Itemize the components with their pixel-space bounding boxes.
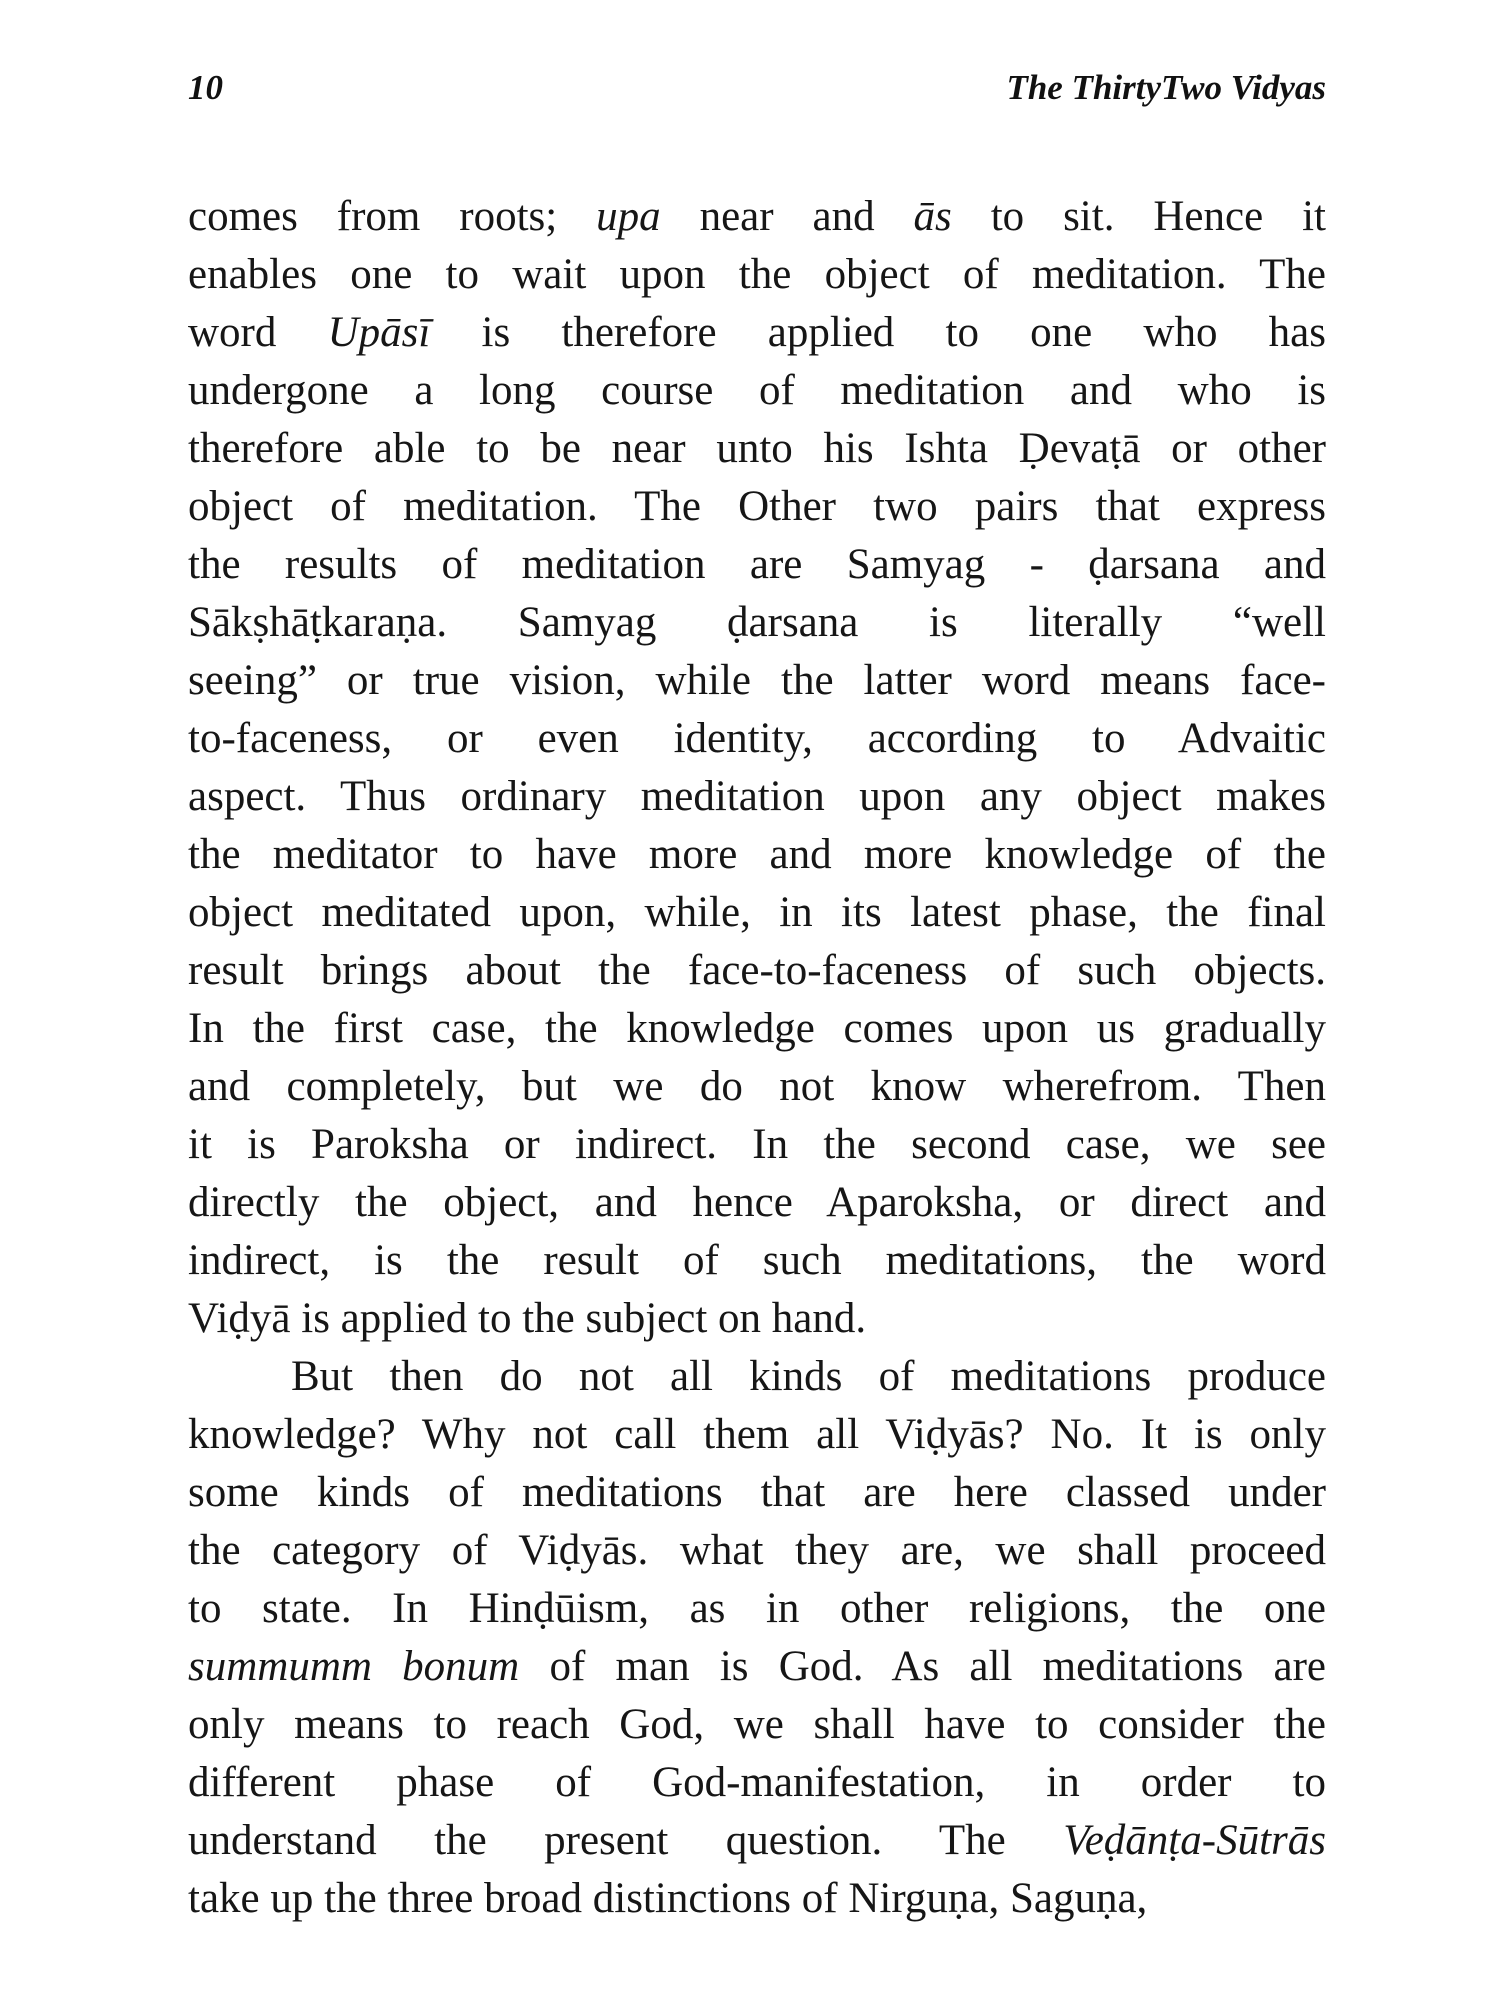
text-run: undergone a long course of meditation and who is <box>188 367 1326 414</box>
text-line <box>188 1348 1326 1406</box>
text-run: some kinds of meditations that are here classed under <box>188 1469 1326 1516</box>
text-line <box>188 478 1326 536</box>
text-run: But then do not all kinds of meditations produce <box>291 1353 1326 1400</box>
paragraph-2 <box>188 1348 1326 1928</box>
paragraph-1 <box>188 188 1326 1348</box>
text-run: understand the present question. The <box>188 1817 1064 1864</box>
text-run: Viḍyā is applied to the subject on hand. <box>188 1295 867 1342</box>
page-number: 10 <box>188 68 223 107</box>
text-line <box>188 1406 1326 1464</box>
text-run: to sit. Hence it <box>951 193 1326 240</box>
text-run: the results of meditation are Samyag - ḍarsana and <box>188 541 1326 588</box>
text-run: the category of Viḍyās. what they are, we shall proceed <box>188 1527 1326 1574</box>
text-line <box>188 362 1326 420</box>
text-run: is therefore applied to one who has <box>430 309 1327 356</box>
text-run: of man is God. As all meditations are <box>519 1643 1327 1690</box>
text-line <box>188 594 1326 652</box>
text-line <box>188 304 1326 362</box>
text-line <box>188 246 1326 304</box>
text-line <box>188 1058 1326 1116</box>
book-title: The ThirtyTwo Vidyas <box>1006 68 1326 107</box>
text-line <box>188 1754 1326 1812</box>
text-run: directly the object, and hence Aparoksha, or direct and <box>188 1179 1326 1226</box>
italic-term: Upāsī <box>327 309 431 356</box>
body-text <box>188 188 1326 1928</box>
text-line <box>188 1638 1326 1696</box>
text-line <box>188 1000 1326 1058</box>
italic-term: ās <box>913 193 952 240</box>
text-line <box>188 1522 1326 1580</box>
text-run: object meditated upon, while, in its latest phase, the final <box>188 889 1326 936</box>
text-run: to-faceness, or even identity, according to Advaitic <box>188 715 1326 762</box>
text-line <box>188 826 1326 884</box>
text-line <box>188 1580 1326 1638</box>
text-run: near and <box>660 193 914 240</box>
text-run: Sākṣhāṭkaraṇa. Samyag ḍarsana is literally “well <box>188 599 1326 646</box>
text-line <box>188 1812 1326 1870</box>
text-line <box>188 1464 1326 1522</box>
text-line <box>188 1290 1326 1348</box>
text-line <box>188 1696 1326 1754</box>
text-line <box>188 420 1326 478</box>
text-line <box>188 768 1326 826</box>
text-run: aspect. Thus ordinary meditation upon any object makes <box>188 773 1326 820</box>
italic-term: summumm bonum <box>188 1643 520 1690</box>
text-line <box>188 1232 1326 1290</box>
italic-term: upa <box>596 193 661 240</box>
text-run: different phase of God-manifestation, in order to <box>188 1759 1326 1806</box>
text-run: take up the three broad distinctions of Nirguṇa, Saguṇa, <box>188 1875 1148 1922</box>
text-run: result brings about the face-to-faceness of such objects. <box>188 947 1326 994</box>
text-run: to state. In Hinḍūism, as in other religions, the one <box>188 1585 1326 1632</box>
text-run: and completely, but we do not know wherefrom. Then <box>188 1063 1326 1110</box>
text-run: knowledge? Why not call them all Viḍyās? No. It is only <box>188 1411 1326 1458</box>
text-run: enables one to wait upon the object of meditation. The <box>188 251 1326 298</box>
text-run: comes from roots; <box>188 193 597 240</box>
running-head <box>188 68 1326 128</box>
text-run: word <box>188 309 328 356</box>
text-line <box>188 884 1326 942</box>
text-line <box>188 188 1326 246</box>
text-line <box>188 942 1326 1000</box>
text-run: therefore able to be near unto his Ishta Ḍevaṭā or other <box>188 425 1326 472</box>
text-run: object of meditation. The Other two pairs that express <box>188 483 1326 530</box>
italic-term: Veḍānṭa-Sūtrās <box>1063 1817 1326 1864</box>
text-run: indirect, is the result of such meditations, the word <box>188 1237 1326 1284</box>
text-line <box>188 1116 1326 1174</box>
text-line <box>188 536 1326 594</box>
text-line <box>188 1174 1326 1232</box>
text-run: only means to reach God, we shall have to consider the <box>188 1701 1326 1748</box>
text-line <box>188 652 1326 710</box>
text-run: the meditator to have more and more knowledge of the <box>188 831 1326 878</box>
text-run: seeing” or true vision, while the latter word means face- <box>188 657 1326 704</box>
text-run: it is Paroksha or indirect. In the second case, we see <box>188 1121 1326 1168</box>
text-line <box>188 1870 1326 1928</box>
text-run: In the first case, the knowledge comes upon us gradually <box>188 1005 1326 1052</box>
text-line <box>188 710 1326 768</box>
